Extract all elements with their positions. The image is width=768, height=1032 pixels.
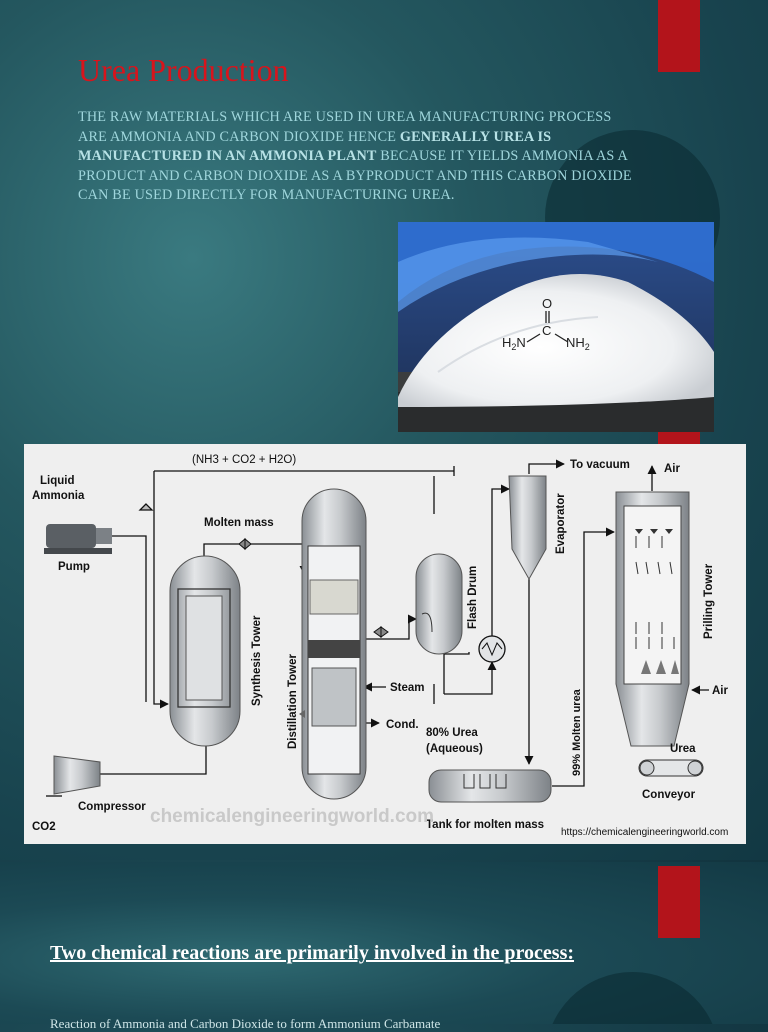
formula-o: O bbox=[542, 296, 553, 311]
label-evaporator: Evaporator bbox=[555, 493, 567, 554]
formula-left-sub: 2 bbox=[511, 342, 517, 352]
flash-drum bbox=[416, 554, 462, 654]
process-diagram bbox=[24, 444, 746, 844]
prilling-tower bbox=[616, 492, 689, 746]
label-flash-drum: Flash Drum bbox=[467, 565, 479, 629]
conveyor bbox=[639, 760, 703, 776]
formula-c: C bbox=[542, 323, 552, 338]
tank-molten-mass bbox=[429, 770, 551, 802]
formula-right-nh: NH bbox=[566, 335, 585, 350]
formula-left-n: N bbox=[516, 335, 526, 350]
label-steam: Steam bbox=[390, 682, 425, 694]
label-prilling-tower: Prilling Tower bbox=[703, 563, 715, 639]
body-text-bold: GENERALLY UREA IS MANUFACTURED IN AN AMMONIA PLANT bbox=[78, 128, 552, 164]
formula-left-h: H bbox=[502, 335, 512, 350]
distillation-tower bbox=[299, 489, 366, 799]
accent-bar-bottom bbox=[658, 866, 700, 938]
synthesis-tower bbox=[170, 556, 240, 746]
urea-photo bbox=[398, 222, 714, 432]
label-air-top: Air bbox=[664, 463, 680, 475]
label-urea-80-1: 80% Urea bbox=[426, 727, 478, 739]
compressor bbox=[54, 756, 100, 794]
source-url: https://chemicalengineeringworld.com bbox=[561, 827, 729, 838]
label-urea-80-2: (Aqueous) bbox=[426, 743, 483, 755]
decor-circle-2 bbox=[545, 972, 720, 1024]
body-text-part1: THE RAW MATERIALS WHICH ARE USED IN UREA MANUFACTURING PROCESS ARE AMMONIA AND CARBON DIOXIDE HENCE bbox=[78, 109, 612, 145]
label-to-vacuum: To vacuum bbox=[570, 459, 630, 471]
label-top-stream: (NH3 + CO2 + H2O) bbox=[192, 454, 297, 466]
label-molten-mass: Molten mass bbox=[204, 517, 274, 529]
label-urea: Urea bbox=[670, 743, 696, 755]
label-pump: Pump bbox=[58, 561, 90, 573]
pump bbox=[44, 524, 112, 554]
label-compressor: Compressor bbox=[78, 801, 146, 813]
watermark: chemicalengineeringworld.com bbox=[150, 806, 435, 827]
label-tank: Tank for molten mass bbox=[426, 819, 545, 831]
label-liquid-ammonia-1: Liquid bbox=[40, 475, 75, 487]
slide-2-heading: Two chemical reactions are primarily involved in the process: bbox=[50, 942, 575, 964]
slide-2-cut-line: Reaction of Ammonia and Carbon Dioxide to form Ammonium Carbamate bbox=[50, 1016, 441, 1031]
body-text-part2: BECAUSE IT YIELDS AMMONIA AS A PRODUCT AND CARBON DIOXIDE AS A BYPRODUCT AND THIS CARBON DIOXIDE CAN BE USED DIRECTLY FOR MANUFACTURING UREA. bbox=[78, 148, 632, 203]
label-conveyor: Conveyor bbox=[642, 789, 696, 801]
label-synthesis-tower: Synthesis Tower bbox=[251, 615, 263, 706]
label-co2: CO2 bbox=[32, 821, 56, 833]
urea-photo-graphic bbox=[398, 222, 714, 432]
accent-bar-top bbox=[658, 0, 700, 72]
formula-right-sub: 2 bbox=[584, 342, 590, 352]
label-cond: Cond. bbox=[386, 719, 419, 731]
label-liquid-ammonia-2: Ammonia bbox=[32, 490, 85, 502]
label-molten-urea-99: 99% Molten urea bbox=[571, 689, 583, 776]
process-diagram-graphic bbox=[24, 444, 746, 844]
slide-title: Urea Production bbox=[78, 52, 289, 88]
label-distillation-tower: Distillation Tower bbox=[287, 654, 299, 749]
evaporator bbox=[509, 476, 546, 579]
body-paragraph bbox=[78, 108, 633, 206]
label-air-side: Air bbox=[712, 685, 728, 697]
